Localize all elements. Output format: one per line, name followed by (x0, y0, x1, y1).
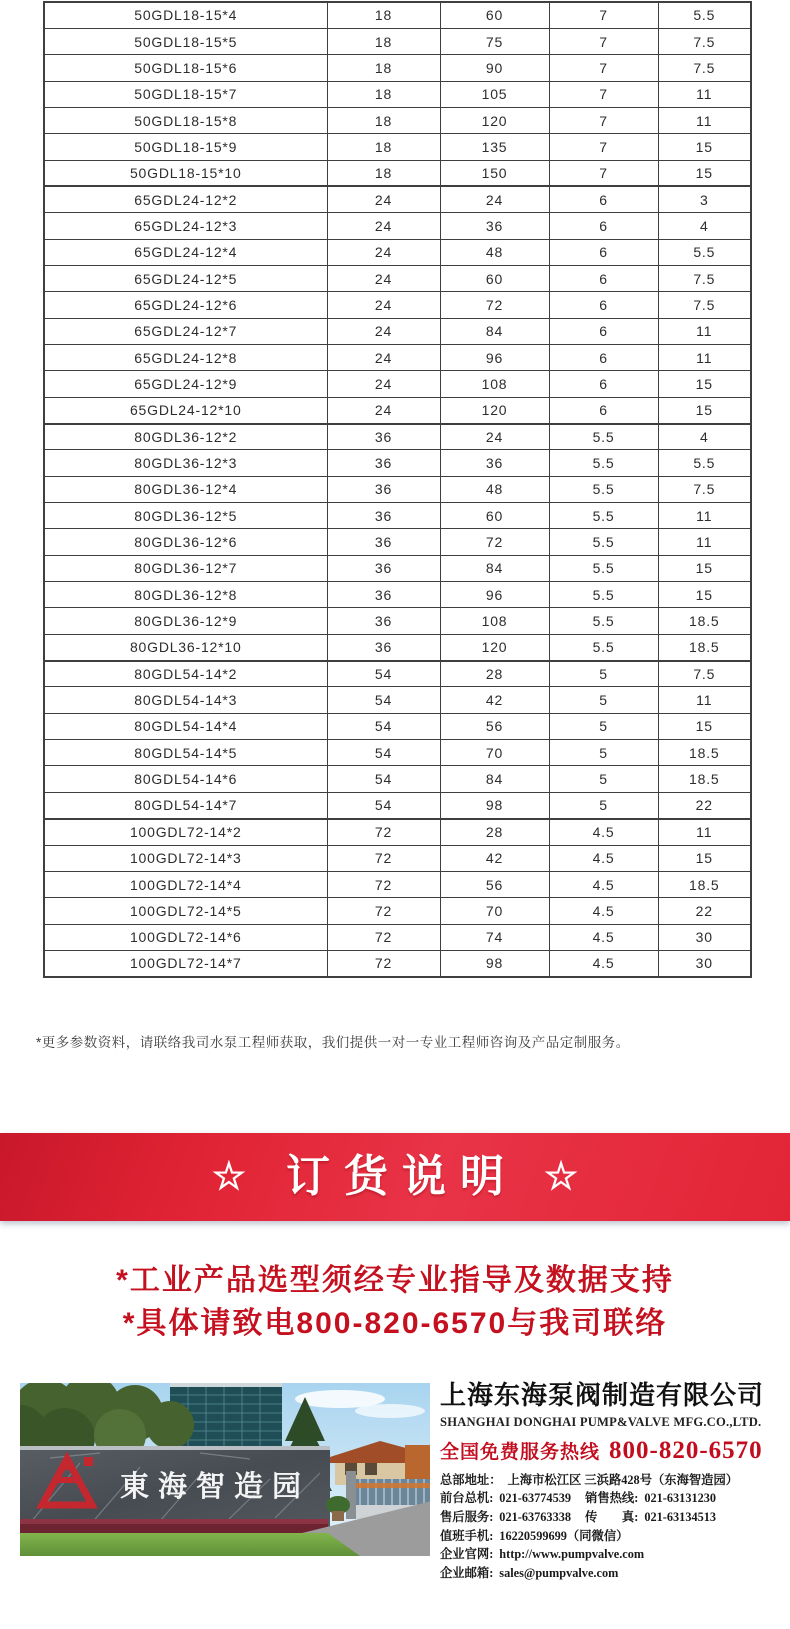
value-cell: 24 (327, 239, 440, 265)
value-cell: 7.5 (658, 265, 751, 291)
factory-photo (20, 1383, 430, 1556)
value-cell: 36 (327, 450, 440, 476)
sign-wall (20, 1446, 330, 1529)
value-cell: 18 (327, 134, 440, 160)
spec-table-row (44, 529, 751, 555)
order-instructions-banner (0, 1133, 790, 1221)
hotline-number: 800-820-6570 (609, 1436, 763, 1464)
model-cell: 80GDL36-12*7 (44, 555, 327, 581)
value-cell: 84 (440, 318, 549, 344)
value-cell: 56 (440, 871, 549, 897)
contact-line (440, 1471, 788, 1490)
model-cell: 80GDL36-12*9 (44, 608, 327, 634)
value-cell: 54 (327, 766, 440, 792)
contact-label: 售后服务: (440, 1510, 494, 1525)
value-cell: 4.5 (549, 924, 658, 950)
value-cell: 18 (327, 55, 440, 81)
contact-line (440, 1489, 788, 1508)
model-cell: 50GDL18-15*7 (44, 81, 327, 107)
spec-table-row (44, 792, 751, 818)
model-cell: 80GDL36-12*2 (44, 424, 327, 450)
value-cell: 11 (658, 81, 751, 107)
value-cell: 60 (440, 2, 549, 28)
model-cell: 50GDL18-15*10 (44, 160, 327, 186)
value-cell: 6 (549, 371, 658, 397)
contact-value: 16220599699（同微信） (499, 1528, 629, 1543)
value-cell: 36 (327, 503, 440, 529)
value-cell: 11 (658, 687, 751, 713)
model-cell: 80GDL54-14*2 (44, 661, 327, 687)
value-cell: 7 (549, 160, 658, 186)
value-cell: 15 (658, 713, 751, 739)
value-cell: 11 (658, 819, 751, 845)
spec-table-row (44, 344, 751, 370)
value-cell: 5.5 (658, 239, 751, 265)
value-cell: 18 (327, 160, 440, 186)
value-cell: 7.5 (658, 28, 751, 54)
value-cell: 7 (549, 107, 658, 133)
star-icon: ☆ (211, 1156, 246, 1198)
value-cell: 60 (440, 503, 549, 529)
value-cell: 11 (658, 529, 751, 555)
spec-table-row (44, 476, 751, 502)
value-cell: 18 (327, 28, 440, 54)
value-cell: 36 (327, 476, 440, 502)
model-cell: 80GDL54-14*7 (44, 792, 327, 818)
spec-table-row (44, 28, 751, 54)
spec-table-row (44, 292, 751, 318)
value-cell: 3 (658, 186, 751, 212)
model-cell: 80GDL36-12*3 (44, 450, 327, 476)
value-cell: 24 (327, 397, 440, 423)
value-cell: 24 (440, 424, 549, 450)
value-cell: 54 (327, 713, 440, 739)
spec-table-row (44, 871, 751, 897)
value-cell: 18.5 (658, 871, 751, 897)
value-cell: 105 (440, 81, 549, 107)
model-cell: 50GDL18-15*4 (44, 2, 327, 28)
value-cell: 7 (549, 55, 658, 81)
spec-table-row (44, 81, 751, 107)
spec-table-row (44, 265, 751, 291)
value-cell: 5 (549, 740, 658, 766)
promo-line-2: *具体请致电800-820-6570与我司联络 (122, 1307, 668, 1340)
promo-line-1: *工业产品选型须经专业指导及数据支持 (116, 1264, 674, 1297)
value-cell: 98 (440, 950, 549, 976)
value-cell: 7.5 (658, 476, 751, 502)
value-cell: 4 (658, 213, 751, 239)
value-cell: 5.5 (549, 529, 658, 555)
spec-table-row (44, 582, 751, 608)
value-cell: 36 (440, 450, 549, 476)
value-cell: 36 (327, 529, 440, 555)
model-cell: 100GDL72-14*7 (44, 950, 327, 976)
hotline-label: 全国免费服务热线 (440, 1441, 601, 1463)
value-cell: 11 (658, 318, 751, 344)
value-cell: 7 (549, 81, 658, 107)
value-cell: 72 (327, 845, 440, 871)
value-cell: 18 (327, 2, 440, 28)
spec-table-row (44, 845, 751, 871)
value-cell: 54 (327, 792, 440, 818)
value-cell: 22 (658, 792, 751, 818)
value-cell: 135 (440, 134, 549, 160)
value-cell: 15 (658, 555, 751, 581)
value-cell: 24 (440, 186, 549, 212)
model-cell: 65GDL24-12*7 (44, 318, 327, 344)
value-cell: 36 (327, 634, 440, 660)
spec-table-row (44, 687, 751, 713)
value-cell: 74 (440, 924, 549, 950)
model-cell: 80GDL36-12*8 (44, 582, 327, 608)
spec-table-row (44, 55, 751, 81)
value-cell: 5 (549, 661, 658, 687)
value-cell: 5 (549, 687, 658, 713)
value-cell: 6 (549, 186, 658, 212)
model-cell: 65GDL24-12*8 (44, 344, 327, 370)
spec-table-row (44, 661, 751, 687)
contact-label: 销售热线: (585, 1491, 639, 1506)
contact-list (440, 1471, 788, 1583)
value-cell: 36 (327, 555, 440, 581)
value-cell: 18.5 (658, 766, 751, 792)
value-cell: 7 (549, 2, 658, 28)
company-name-en: SHANGHAI DONGHAI PUMP&VALVE MFG.CO.,LTD. (440, 1414, 762, 1429)
lawn (20, 1533, 360, 1556)
model-cell: 80GDL36-12*4 (44, 476, 327, 502)
value-cell: 6 (549, 292, 658, 318)
contact-line (440, 1508, 788, 1527)
value-cell: 72 (440, 529, 549, 555)
value-cell: 24 (327, 292, 440, 318)
value-cell: 5 (549, 766, 658, 792)
model-cell: 65GDL24-12*3 (44, 213, 327, 239)
value-cell: 5 (549, 792, 658, 818)
model-cell: 100GDL72-14*5 (44, 898, 327, 924)
value-cell: 15 (658, 397, 751, 423)
value-cell: 72 (327, 819, 440, 845)
spec-table-row (44, 424, 751, 450)
spec-table-row (44, 766, 751, 792)
spec-table-row (44, 608, 751, 634)
value-cell: 18.5 (658, 740, 751, 766)
value-cell: 120 (440, 107, 549, 133)
model-cell: 50GDL18-15*9 (44, 134, 327, 160)
value-cell: 70 (440, 740, 549, 766)
value-cell: 4.5 (549, 871, 658, 897)
spec-table-row (44, 503, 751, 529)
model-cell: 100GDL72-14*3 (44, 845, 327, 871)
model-cell: 100GDL72-14*6 (44, 924, 327, 950)
value-cell: 5.5 (549, 608, 658, 634)
value-cell: 48 (440, 476, 549, 502)
spec-table-row (44, 318, 751, 344)
model-cell: 80GDL36-12*6 (44, 529, 327, 555)
value-cell: 5.5 (549, 634, 658, 660)
value-cell: 24 (327, 213, 440, 239)
model-cell: 80GDL36-12*5 (44, 503, 327, 529)
model-cell: 50GDL18-15*8 (44, 107, 327, 133)
value-cell: 84 (440, 555, 549, 581)
value-cell: 54 (327, 661, 440, 687)
promo-lines (0, 1259, 790, 1345)
service-hotline (440, 1437, 788, 1465)
value-cell: 56 (440, 713, 549, 739)
value-cell: 7.5 (658, 55, 751, 81)
sign-text: 東海智造园 (119, 1471, 311, 1503)
value-cell: 75 (440, 28, 549, 54)
value-cell: 15 (658, 160, 751, 186)
value-cell: 42 (440, 845, 549, 871)
value-cell: 5.5 (549, 450, 658, 476)
value-cell: 15 (658, 134, 751, 160)
value-cell: 6 (549, 213, 658, 239)
footnote-text: *更多参数资料，请联络我司水泵工程师获取，我们提供一对一专业工程师咨询及产品定制服务。 (36, 1035, 630, 1050)
spec-table-row (44, 134, 751, 160)
value-cell: 6 (549, 265, 658, 291)
contact-value: 021-63774539 (499, 1491, 572, 1506)
contact-label: 总部地址： (440, 1472, 502, 1487)
company-name-cn: 上海东海泵阀制造有限公司 (440, 1380, 765, 1410)
contact-label: 企业邮箱: (440, 1565, 494, 1580)
spec-table-row (44, 898, 751, 924)
value-cell: 36 (440, 213, 549, 239)
model-cell: 65GDL24-12*10 (44, 397, 327, 423)
value-cell: 96 (440, 344, 549, 370)
value-cell: 11 (658, 503, 751, 529)
value-cell: 90 (440, 55, 549, 81)
spec-table-row (44, 740, 751, 766)
value-cell: 7 (549, 134, 658, 160)
contact-label: 前台总机: (440, 1491, 494, 1506)
value-cell: 18 (327, 81, 440, 107)
spec-table-row (44, 450, 751, 476)
value-cell: 120 (440, 634, 549, 660)
value-cell: 18.5 (658, 608, 751, 634)
value-cell: 54 (327, 740, 440, 766)
value-cell: 6 (549, 344, 658, 370)
company-info (440, 1381, 788, 1582)
contact-line (440, 1527, 788, 1546)
spec-table-row (44, 239, 751, 265)
value-cell: 22 (658, 898, 751, 924)
value-cell: 11 (658, 344, 751, 370)
value-cell: 18.5 (658, 634, 751, 660)
contact-value: 上海市松江区 三浜路428号（东海智造园） (507, 1472, 739, 1487)
value-cell: 48 (440, 239, 549, 265)
banner-title: 订货说明 (286, 1152, 518, 1201)
spec-table-row (44, 2, 751, 28)
contact-value: 021-63134513 (644, 1510, 717, 1525)
value-cell: 150 (440, 160, 549, 186)
model-cell: 65GDL24-12*6 (44, 292, 327, 318)
value-cell: 60 (440, 265, 549, 291)
value-cell: 84 (440, 766, 549, 792)
model-cell: 80GDL54-14*4 (44, 713, 327, 739)
spec-table-row (44, 397, 751, 423)
value-cell: 4.5 (549, 898, 658, 924)
value-cell: 72 (327, 898, 440, 924)
contact-label: 传 真: (585, 1510, 639, 1525)
value-cell: 98 (440, 792, 549, 818)
star-icon: ☆ (544, 1156, 579, 1198)
contact-value: 021-63131230 (644, 1491, 717, 1506)
value-cell: 70 (440, 898, 549, 924)
value-cell: 24 (327, 344, 440, 370)
model-cell: 50GDL18-15*6 (44, 55, 327, 81)
spec-table-row (44, 819, 751, 845)
value-cell: 6 (549, 397, 658, 423)
model-cell: 80GDL36-12*10 (44, 634, 327, 660)
model-cell: 65GDL24-12*4 (44, 239, 327, 265)
spec-table-row (44, 924, 751, 950)
contact-label: 企业官网: (440, 1547, 494, 1562)
spec-table-row (44, 950, 751, 976)
value-cell: 5.5 (549, 555, 658, 581)
value-cell: 7.5 (658, 292, 751, 318)
value-cell: 15 (658, 582, 751, 608)
contact-line (440, 1564, 788, 1583)
value-cell: 24 (327, 265, 440, 291)
value-cell: 5.5 (658, 2, 751, 28)
value-cell: 5.5 (549, 503, 658, 529)
spec-table-row (44, 555, 751, 581)
spec-table-row (44, 160, 751, 186)
value-cell: 7.5 (658, 661, 751, 687)
value-cell: 24 (327, 186, 440, 212)
model-cell: 65GDL24-12*9 (44, 371, 327, 397)
value-cell: 72 (327, 871, 440, 897)
value-cell: 4.5 (549, 819, 658, 845)
contact-label: 值班手机: (440, 1528, 494, 1543)
value-cell: 5.5 (549, 582, 658, 608)
value-cell: 36 (327, 608, 440, 634)
value-cell: 6 (549, 239, 658, 265)
contact-value: sales@pumpvalve.com (499, 1565, 619, 1580)
model-cell: 80GDL54-14*3 (44, 687, 327, 713)
contact-value: http://www.pumpvalve.com (499, 1547, 645, 1562)
value-cell: 5.5 (549, 476, 658, 502)
value-cell: 15 (658, 371, 751, 397)
value-cell: 36 (327, 582, 440, 608)
value-cell: 4.5 (549, 950, 658, 976)
spec-table-row (44, 186, 751, 212)
value-cell: 4 (658, 424, 751, 450)
model-cell: 65GDL24-12*5 (44, 265, 327, 291)
value-cell: 30 (658, 924, 751, 950)
value-cell: 108 (440, 608, 549, 634)
model-cell: 100GDL72-14*2 (44, 819, 327, 845)
spec-table-row (44, 107, 751, 133)
spec-table-row (44, 371, 751, 397)
value-cell: 5 (549, 713, 658, 739)
value-cell: 28 (440, 661, 549, 687)
value-cell: 5.5 (549, 424, 658, 450)
value-cell: 11 (658, 107, 751, 133)
value-cell: 30 (658, 950, 751, 976)
value-cell: 42 (440, 687, 549, 713)
value-cell: 7 (549, 28, 658, 54)
value-cell: 72 (440, 292, 549, 318)
spec-table-row (44, 713, 751, 739)
model-cell: 80GDL54-14*5 (44, 740, 327, 766)
value-cell: 96 (440, 582, 549, 608)
value-cell: 72 (327, 950, 440, 976)
model-cell: 65GDL24-12*2 (44, 186, 327, 212)
value-cell: 24 (327, 371, 440, 397)
model-cell: 50GDL18-15*5 (44, 28, 327, 54)
value-cell: 72 (327, 924, 440, 950)
value-cell: 36 (327, 424, 440, 450)
value-cell: 18 (327, 107, 440, 133)
pump-spec-table (43, 1, 752, 978)
value-cell: 15 (658, 845, 751, 871)
spec-table-row (44, 634, 751, 660)
value-cell: 54 (327, 687, 440, 713)
contact-line (440, 1545, 788, 1564)
value-cell: 28 (440, 819, 549, 845)
value-cell: 24 (327, 318, 440, 344)
model-cell: 100GDL72-14*4 (44, 871, 327, 897)
spec-table-row (44, 213, 751, 239)
value-cell: 6 (549, 318, 658, 344)
model-cell: 80GDL54-14*6 (44, 766, 327, 792)
contact-value: 021-63763338 (499, 1510, 572, 1525)
value-cell: 108 (440, 371, 549, 397)
value-cell: 4.5 (549, 845, 658, 871)
value-cell: 5.5 (658, 450, 751, 476)
value-cell: 120 (440, 397, 549, 423)
